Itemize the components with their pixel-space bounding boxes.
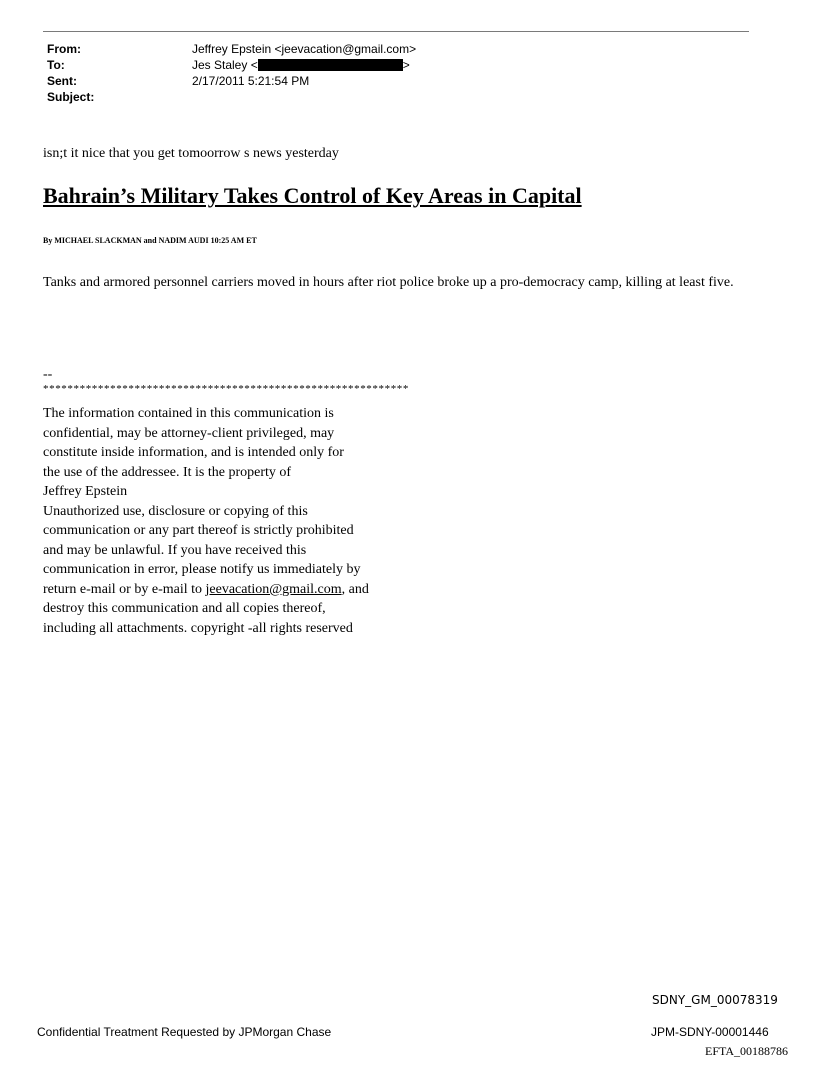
disclaimer-line: communication in error, please notify us immediately by: [43, 562, 361, 577]
disclaimer-line: communication or any part thereof is strictly prohibited: [43, 523, 354, 538]
disclaimer-line: destroy this communication and all copies thereof,: [43, 601, 326, 616]
disclaimer-line: including all attachments. copyright -all rights reserved: [43, 620, 353, 636]
disclaimer-line: constitute inside information, and is intended only for: [43, 445, 344, 460]
to-row: [47, 57, 416, 73]
disclaimer-line: and may be unlawful. If you have received this: [43, 542, 307, 558]
from-label: From:: [47, 42, 81, 56]
bates-sdny-gm: SDNY_GM_00078319: [652, 993, 778, 1007]
article-byline: By MICHAEL SLACKMAN and NADIM AUDI 10:25 AM ET: [43, 236, 257, 245]
bates-jpm: JPM-SDNY-00001446: [651, 1025, 769, 1039]
header-divider: [43, 31, 749, 32]
to-prefix: Jes Staley <: [192, 58, 258, 72]
to-label: To:: [47, 58, 65, 72]
redaction-bar: [258, 59, 403, 71]
subject-row: [47, 89, 416, 105]
sent-row: [47, 73, 416, 89]
disclaimer-link-line: [43, 580, 369, 600]
article-headline: Bahrain’s Military Takes Control of Key Areas in Capital: [43, 183, 582, 208]
sent-value: 2/17/2011 5:21:54 PM: [192, 74, 310, 88]
disclaimer-line: confidential, may be attorney-client privileged, may: [43, 425, 335, 441]
disclaimer-line: The information contained in this communication is: [43, 406, 334, 421]
signature-dash: --: [43, 367, 53, 382]
disclaimer: [43, 404, 369, 638]
email-link[interactable]: jeevacation@gmail.com: [205, 581, 342, 597]
link-prefix: return e-mail or by e-mail to: [43, 581, 206, 597]
bates-efta: EFTA_00188786: [705, 1044, 789, 1058]
to-suffix: >: [402, 58, 410, 72]
from-row: [47, 41, 416, 57]
sent-label: Sent:: [47, 74, 77, 88]
from-value: Jeffrey Epstein <jeevacation@gmail.com>: [192, 42, 417, 56]
signature-stars: ************************************************************: [43, 383, 409, 395]
intro-text: isn;t it nice that you get tomoorrow s news yesterday: [43, 146, 339, 161]
subject-label: Subject:: [47, 90, 95, 104]
disclaimer-line: Unauthorized use, disclosure or copying of this: [43, 503, 308, 519]
to-value: [192, 57, 410, 73]
disclaimer-line: Jeffrey Epstein: [43, 484, 128, 499]
confidential-note: Confidential Treatment Requested by JPMorgan Chase: [37, 1025, 332, 1039]
link-suffix: , and: [341, 581, 369, 597]
article-summary: Tanks and armored personnel carriers moved in hours after riot police broke up a pro-democracy camp, killing at least five.: [43, 275, 734, 290]
disclaimer-line: the use of the addressee. It is the property of: [43, 464, 292, 480]
email-header: [47, 41, 416, 105]
